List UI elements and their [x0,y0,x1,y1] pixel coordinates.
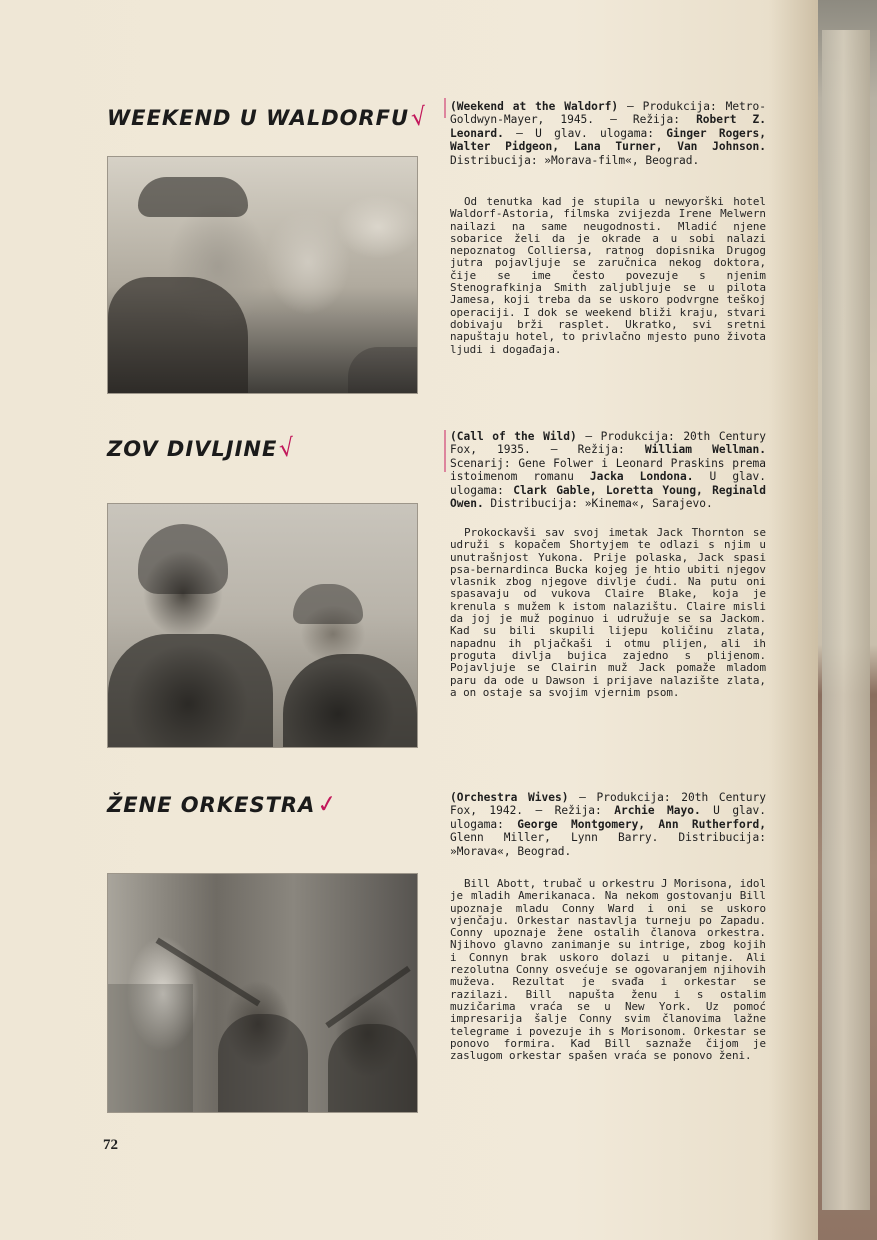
film-title-text: ŽENE ORKESTRA [107,793,316,817]
checkmark-icon: √ [409,102,430,132]
film-synopsis: Bill Abott, trubač u orkestru J Morisona, idol je mladih Amerikanaca. Na nekom gostovanju Bill upoznaje mladu Conny Ward i oni se uskoro vjenčaju. Orkestar nastavlja turneju po Zapadu. Conny upoznaje žene ostalih članova orkestra. Njihovo glavno zanimanje su intrige, zbog kojih i Connyn brak uskoro dolazi u pitanje. Ali rezolutna Conny osvećuje se ogovaranjem njihovih muževa. Rezultat je svađa i orkestar se razilazi. Bill napušta ženu i s ostalim muzičarima vraća se u New York. Uz pomoć impresarija šalje Conny svim članovima lažne telegrame i povezuje ih s Morisonom. Orkestar se ponovo formira. Kad Bill saznaže čijom je zaslugom orkestar spašen vraća se ponovo ženi. [450,877,766,1063]
film-credits: (Weekend at the Waldorf) — Produkcija: Metro-Goldwyn-Mayer, 1945. — Režija: Robert Z. Leonard. — U glav. ulogama: Ginger Rogers, Walter Pidgeon, Lana Turner, Van Johnson. Distribucija: »Morava-film«, Beograd. [450,100,766,167]
film-credits: (Orchestra Wives) — Produkcija: 20th Century Fox, 1942. — Režija: Archie Mayo. U glav. ulogama: George Montgomery, Ann Rutherford, Glenn Miller, Lynn Barry. Distribucija: »Morava«, Beograd. [450,791,766,858]
film-still-photo [107,156,418,394]
page-number: 72 [103,1137,118,1153]
film-title-text: WEEKEND U WALDORFU [107,106,410,130]
film-title [107,788,341,820]
film-title [107,434,296,462]
next-page-edge [822,30,870,1210]
checkmark-icon: ✓ [315,788,341,820]
pen-mark [444,98,446,118]
film-synopsis: Od tenutka kad je stupila u newyorški hotel Waldorf-Astoria, filmska zvijezda Irene Melwern nailazi na same neugodnosti. Mladić njene sobarice želi da je okrade a u sobi nalazi nepoznatog Colliersa, ratnog dopisnika Drugog jutra pojavljuje se zaručnica nekog doktora, čije se ime često povezuje s njenim Stenografkinja Smith zaljubljuje se u pilota Jamesa, koji treba da se uskoro podvrgne teškoj operaciji. I dok se weekend bliži kraju, stvari dobivaju brži rasplet. Ukratko, svi sretni napuštaju hotel, to privlačno mjesto puno života ljudi i događaja. [450,195,766,356]
film-title [107,102,430,132]
film-title-text: ZOV DIVLJINE [107,437,278,461]
film-credits: (Call of the Wild) — Produkcija: 20th Century Fox, 1935. — Režija: William Wellman. Scenarij: Gene Folwer i Leonard Praskins prema istoimenom romanu Jacka Londona. U glav. ulogama: Clark Gable, Loretta Young, Reginald Owen. Distribucija: »Kinema«, Sarajevo. [450,430,766,511]
film-synopsis: Prokockavši sav svoj imetak Jack Thornton se udruži s kopačem Shortyjem te odlazi s njim u unutrašnjost Yukona. Prije polaska, Jack spasi psa-bernardinca Bucka kojeg je htio ubiti njegov vlasnik zbog njegove divlje ćudi. Na putu oni spasavaju od vukova Claire Blake, koja je krenula s mužem k istom nalazištu. Claire misli da joj je muž poginuo i udružuje se sa Jackom. Kad su bili skupili lijepu količinu zlata, napadnu ih pljačkaši i otmu plijen, ali ih proguta divlja bujica zajedno s plijenom. Pojavljuje se Clairin muž Jack pomaže mladom paru da ode u Dawson i prijave nalazište zlata, a on ostaje sa svojim vjernim psom. [450,526,766,699]
pen-mark [444,430,446,472]
film-still-photo [107,503,418,748]
checkmark-icon: √ [277,433,298,463]
film-still-photo [107,873,418,1113]
